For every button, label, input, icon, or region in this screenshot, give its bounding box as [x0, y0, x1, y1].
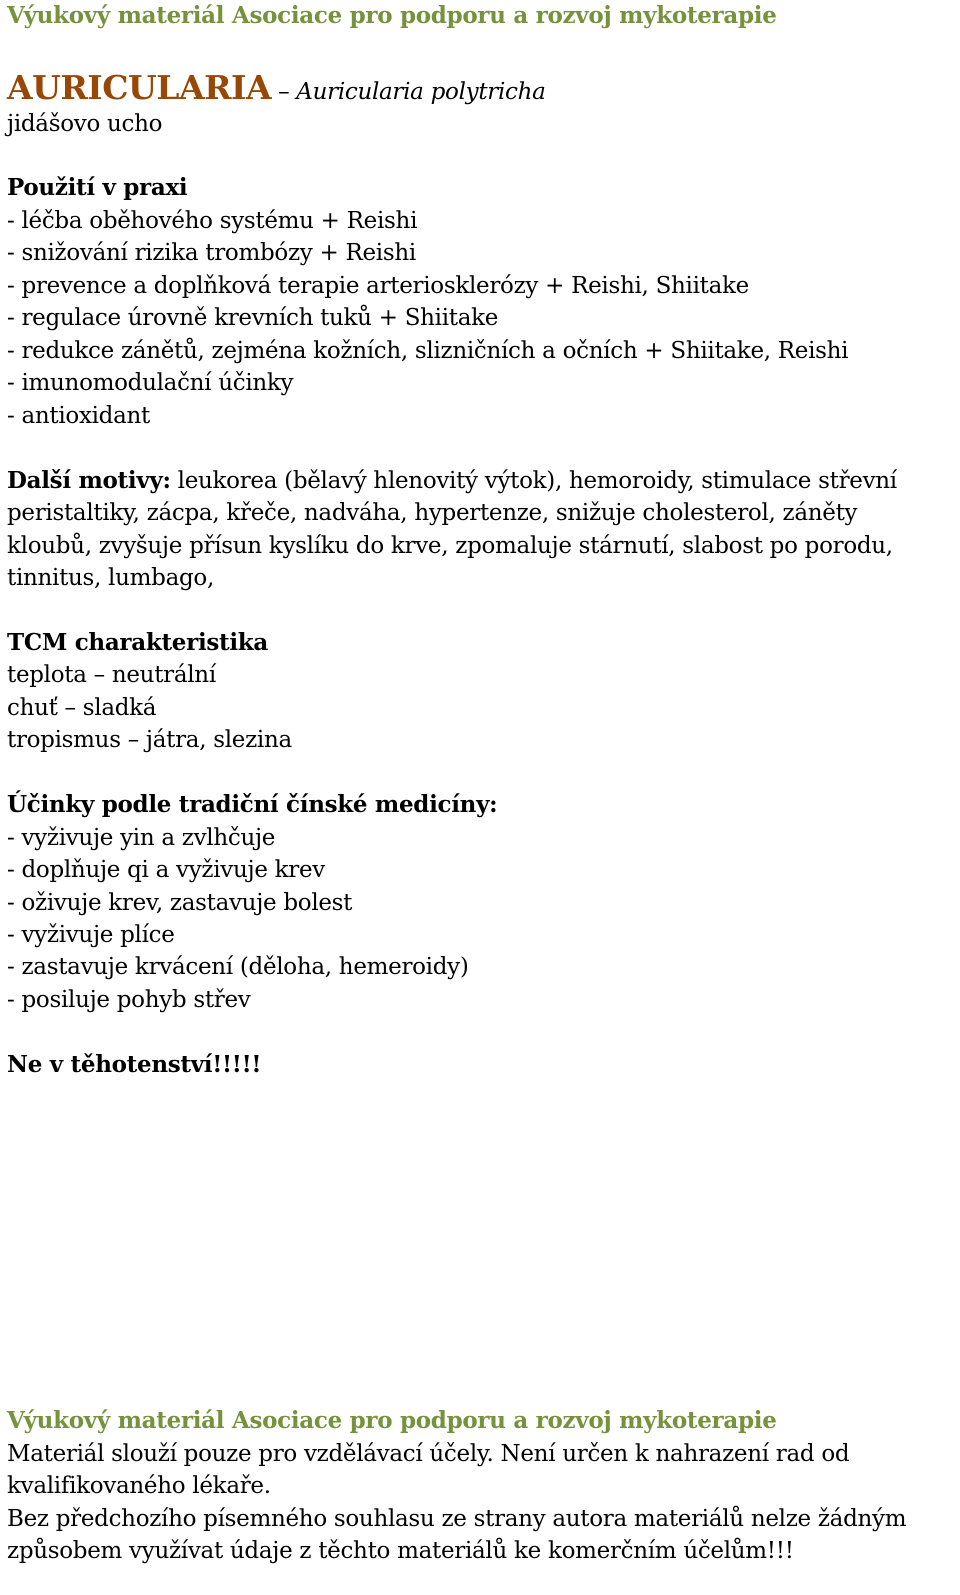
tcm-item: tropismus – játra, slezina [7, 727, 292, 753]
motives-line [7, 465, 897, 497]
title-separator: – [278, 79, 290, 105]
usage-item: - antioxidant [7, 403, 150, 429]
usage-item: - redukce zánětů, zejména kožních, slizničních a očních + Shiitake, Reishi [7, 338, 849, 364]
pregnancy-warning: Ne v těhotenství!!!!! [7, 1051, 262, 1078]
usage-item: - snižování rizika trombózy + Reishi [7, 240, 416, 266]
effects-item: - posiluje pohyb střev [7, 987, 251, 1013]
effects-heading: Účinky podle tradiční čínské medicíny: [7, 791, 498, 818]
common-name: jidášovo ucho [7, 111, 163, 137]
tcm-heading: TCM charakteristika [7, 629, 269, 656]
copyright-text: Bez předchozího písemného souhlasu ze strany autora materiálů nelze žádným [7, 1506, 907, 1532]
tcm-item: chuť – sladká [7, 695, 157, 721]
usage-item: - prevence a doplňková terapie arteriosklerózy + Reishi, Shiitake [7, 273, 749, 299]
effects-item: - zastavuje krvácení (děloha, hemeroidy) [7, 954, 469, 980]
effects-item: - vyživuje yin a zvlhčuje [7, 825, 276, 851]
motives-label: Další motivy: [7, 467, 171, 494]
motives-text: kloubů, zvyšuje přísun kyslíku do krve, zpomaluje stárnutí, slabost po porodu, [7, 533, 893, 559]
title-line [7, 68, 546, 112]
disclaimer-text: kvalifikovaného lékaře. [7, 1473, 271, 1499]
motives-text: peristaltiky, zácpa, křeče, nadváha, hypertenze, snižuje cholesterol, záněty [7, 500, 858, 526]
disclaimer-text: Materiál slouží pouze pro vzdělávací účely. Není určen k nahrazení rad od [7, 1441, 850, 1467]
mushroom-name: AURICULARIA [7, 68, 272, 107]
usage-item: - léčba oběhového systému + Reishi [7, 208, 418, 234]
usage-heading: Použití v praxi [7, 174, 188, 201]
usage-item: - imunomodulační účinky [7, 370, 294, 396]
effects-item: - oživuje krev, zastavuje bolest [7, 890, 353, 916]
tcm-item: teplota – neutrální [7, 662, 216, 688]
copyright-text: způsobem využívat údaje z těchto materiálů ke komerčním účelům!!! [7, 1538, 794, 1564]
effects-item: - doplňuje qi a vyživuje krev [7, 857, 325, 883]
motives-text: leukorea (bělavý hlenovitý výtok), hemoroidy, stimulace střevní [177, 468, 897, 494]
document-header: Výukový materiál Asociace pro podporu a rozvoj mykoterapie [7, 2, 777, 29]
effects-item: - vyživuje plíce [7, 922, 175, 948]
motives-text: tinnitus, lumbago, [7, 565, 214, 591]
footer-header: Výukový materiál Asociace pro podporu a rozvoj mykoterapie [7, 1407, 777, 1434]
usage-item: - regulace úrovně krevních tuků + Shiitake [7, 305, 499, 331]
latin-name: Auricularia polytricha [296, 79, 546, 105]
